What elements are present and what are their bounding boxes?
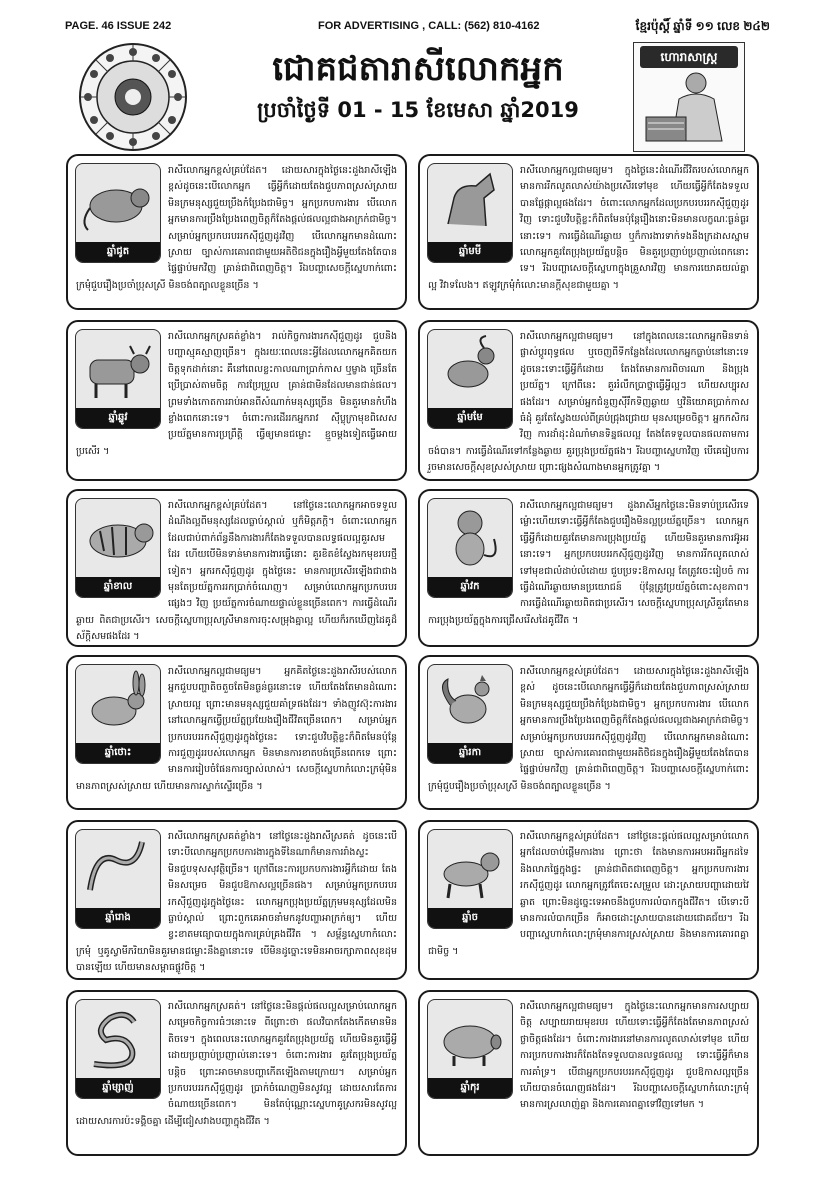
- sign-name: ឆ្នាំមមែ: [428, 408, 512, 428]
- sign-name: ឆ្នាំរកា: [428, 743, 512, 763]
- horoscope-card-pig: [418, 990, 759, 1156]
- horoscope-text: រាសីលោកអ្នកខ្ពស់គ្រប់ដែត។ នៅថ្ងៃនេះផ្តល់ផលល្អសម្រាប់លោកអ្នកដែលចាប់ផ្តើមការងារ ព្រោះថា តែងមានការអបអរពីអ្នកដទៃ និងលាភផ្ទៃក្នុងផ្ទះ គ្រាន់ជាពិតជាពេញចិត្ត។ អ្នកប្រកបការងារ រកស៊ីជួញដូរ លោកអ្នកត្រូវតែចេះសម្រួល ដោះស្រាយបញ្ហាដោយវៃឆ្លាត ព្រោះមិនដូច្នេះទេអាចនឹងជួបការលំបាកក្នុងជីវិត។ បើទោះបីមានការលំបាកច្រើន ក៏អាចដោះស្រាយបានដោយជោគជ័យ។ រីឯបញ្ហាស្នេហាកំលោះក្រមុំមានការស្រស់ស្រាយ និងមានការគោរពគ្នាជាមិច្ច ។: [428, 831, 749, 957]
- horoscope-card-ox: [66, 320, 407, 481]
- horoscope-text: រាសីលោកអ្នកល្អជាមធ្យម។ អ្នកគិតថ្ងៃនេះដួងរាសីរបស់លោកអ្នកជួបបញ្ហាតិចតួចតែមិនធ្ងន់ធ្ងរនោះទេ ហើយតែងតែមានដំណោះស្រាយល្អ ព្រោះមានមនុស្សជួយគាំទ្រផងដែរ។ ទាំងញូវស៊ុះការងារនៅលោកអ្នកធ្វើប្រយ័ត្នប្រយែងរឿងជីវិតច្រើនពេក។ សម្រាប់អ្នកប្រកបរបររកស៊ីជួញដូរក្នុងថ្ងៃនេះ ទោះជួបវិបត្តិខ្លះក៏ពិតមែនប៉ុន្តែការជួញដូររបស់លោកអ្នក មិនមានការខាតបង់ច្រើនពេកទេ ព្រោះមានការរៀបចំផែនការច្បាស់លាស់។ សេចក្តីស្នេហាកំលោះក្រមុំមិនមានភាពស្រស់ស្រាយ ហើយមានការស្ទាក់ស្ទើរច្រើន ។: [76, 666, 397, 792]
- horoscope-card-snake: [66, 990, 407, 1156]
- page-title: ជោគជតារាសីលោកអ្នក: [272, 49, 564, 89]
- horoscope-card-monkey: [418, 489, 759, 647]
- horoscope-text: រាសីលោកអ្នកល្អជាមធ្យម។ ក្នុងថ្ងៃនេះលោកអ្នកមានការសប្បាយចិត្ត សប្បាយរាយមុខរបរ ហើយទោះធ្វើអ្វីក៏តែងតែមានភាពស្រស់ថ្លាចិត្តផងដែរ។ ចំពោះការងារនៅមានការលូតលាស់ទៅមុខ ហើយការប្រកបការងារក៏តែងតែទទួលបានលទ្ធផលល្អ ទោះធ្វើអ្វីក៏មានការគាំទ្រ។ បើជាអ្នកប្រកបរបររកស៊ីជួញដូរ ជួបឱកាសល្អច្រើន ហើយបានចំណេញផងដែរ។ រីឯបញ្ហាសេចក្តីស្នេហាកំលោះក្រមុំមានការស្រលាញ់គ្នា និងការគោរពគ្នាទៅវិញទៅមក ។: [520, 1001, 749, 1111]
- sign-name: ឆ្នាំវក: [428, 577, 512, 597]
- sign-name: ឆ្នាំថោះ: [76, 743, 160, 763]
- horoscope-card-horse: [418, 154, 759, 310]
- advertising-contact: FOR ADVERTISING , CALL: (562) 810-4162: [318, 20, 540, 32]
- horoscope-text: រាសីលោកអ្នកល្អជាមធ្យម។ ដួងរាសីអ្នកថ្ងៃនេះមិនទាប់ប្រសើរទេ ម៉្លោះហើយទោះធ្វើអ្វីក៏តែងជួបរឿងមិនល្អប្រយ័ត្នច្រើន។ លោកអ្នកធ្វើអ្វីក៏ដោយគួរតែមានការប្រុងប្រយ័ត្ន ហើយមិនគួរមានការអ៊ូអរនោះទេ។ អ្នកប្រកបរបររកស៊ីជួញដូរវិញ មានការរីកលូតលាស់ទៅមុខជាលំដាប់លំដោយ ជួបប្រទះឱកាសល្អ តែត្រូវចេះរៀបចំ ការធ្វើដំណើរឆ្ងាយមានប្រយោជន៍ ប៉ុន្តែត្រូវប្រយ័ត្នចំពោះសុខភាព។ ការធ្វើដំណើរឆ្ងាយពិតជាប្រសើរ។ សេចក្តីស្នេហាប្រុសស្រីគួរតែមានការប្រុងប្រយ័ត្នក្នុងការជ្រើសរើសដៃគូជីវិត ។: [428, 500, 749, 626]
- page-subtitle: ប្រចាំថ្ងៃទី 01 - 15 ខែមេសា ឆ្នាំ2019: [257, 98, 579, 122]
- sign-name: ឆ្នាំជូត: [76, 242, 160, 262]
- horoscope-text: រាសីលោកអ្នកខ្ពស់គ្រប់ដែត។ នៅថ្ងៃនេះលោកអ្នកអាចទទួលដំណឹងល្អពីមនុស្សដែលធ្លាប់ស្គាល់ ឬក៏មិត្តភក្តិ។ ចំពោះលោកអ្នកដែលជាប់ពាក់ព័ន្ធនឹងការងារក៏តែងទទួលបានលទ្ធផលល្អគួរសមដែរ ហើយបើមិនទាន់មានការងារធ្វើនោះ គួរខិតខំស្វែងរកមុខរបរថ្មីទៀត។ អ្នករកស៊ីជួញដូរ ក្នុងថ្ងៃនេះ មានការប្រសើរឡើងជាជាងមុនតែប្រយ័ត្នការរកប្រាក់ចំណេញ។ សម្រាប់លោកអ្នកប្រកបរបរផ្សេងៗ វិញ ប្រយ័ត្នការចំណាយផ្ទាល់ខ្លួនច្រើនពេក។ ការធ្វើដំណើរឆ្ងាយ ពិតជាប្រសើរ។ សេចក្តីស្នេហាប្រុសស្រីមានការចុះសម្រុងគ្នាល្អ ហើយក៏រកឃើញដៃគូដ៏ស័ក្តិសមផងដែរ ។: [76, 500, 397, 643]
- horoscope-text: រាសីលោកអ្នកស្រគត់។ នៅថ្ងៃនេះមិនផ្តល់ផលល្អសម្រាប់លោកអ្នកសម្រេចកិច្ចការធំៗនោះទេ ពីព្រោះថា ផលវិបាកតែងកើតមានមិនតិចទេ។ ក្នុងពេលនេះលោកអ្នកគួរតែប្រុងប្រយ័ត្ន ហើយមិនគួរធ្វើអ្វីដោយប្រញាប់ប្រញាល់នោះទេ។ ចំពោះការងារ គួរតែប្រុងប្រយ័ត្នបន្តិច ព្រោះអាចមានបញ្ហាកើតឡើងតាមក្រោយ។ សម្រាប់អ្នកប្រកបរបររកស៊ីជួញដូរ ប្រាក់ចំណេញមិនសូវល្អ ដោយសារតែការចំណាយច្រើនពេក។ មិនតែប៉ុណ្ណោះស្នេហាគូស្រករមិនសូវល្អ ដោយសារការប៉ះទង្គិចគ្នា ដើម្បីជៀសវាងបញ្ហាក្នុងជីវិត ។: [76, 1001, 397, 1127]
- page-issue-label: PAGE. 46 ISSUE 242: [65, 20, 172, 32]
- horoscope-card-goat: [418, 320, 759, 481]
- logo-label: ហោរាសាស្ត្រ: [640, 46, 738, 68]
- sign-name: ឆ្នាំមមី: [428, 242, 512, 262]
- page-header: [65, 18, 770, 36]
- sign-name: ឆ្នាំខាល: [76, 577, 160, 597]
- sign-name: ឆ្នាំច: [428, 908, 512, 928]
- horoscope-card-dragon: [66, 820, 407, 980]
- horoscope-card-dog: [418, 820, 759, 980]
- horoscope-card-rat: [66, 154, 407, 310]
- sign-name: ឆ្នាំម្សាញ់: [76, 1078, 160, 1098]
- horoscope-text: រាសីលោកអ្នកខ្ពស់គ្រប់ដែត។ ដោយសារក្នុងថ្ងៃនេះដួងរាសីឡើងខ្ពស់ដូចនេះបើលោកអ្នក ធ្វើអ្វីក៏ដោយតែងជួបភាពស្រស់ស្រាយ មិនក្រមនុស្សជួយប្រឹងកំប្រែងជាមិច្ច។ អ្នកប្រកបការងារ បើលោកអ្នកមានការប្រឹងប្រែងពេញចិត្តក៏តែងផ្តល់ផលល្អជាងអាក្រក់ជាមិច្ច។ សម្រាប់អ្នកប្រកបរបររកស៊ីជួញដូរវិញ បើលោកអ្នកមានដំណោះស្រាយ ច្បាស់ការគោរពជាមួយអតិថិជនក្នុងរឿងអ្វីមួយតែងតែបានផ្ទៃផ្ទាប់មកវិញ គ្រាន់ជាពិពេញចិត្ត។ រីឯបញ្ហាសេចក្តីស្នេហាក់ពោះក្រមុំជួបរឿងប្រចាំប្រុសស្រី មិនចង់ពត្បាលខ្លួនច្រើន ។: [76, 165, 397, 291]
- astrologer-icon: [634, 69, 744, 151]
- khmer-issue-label: ខ្មែរប៉ុស្តិ៍ ឆ្នាំទី ១១ លេខ ២៤២: [635, 19, 770, 33]
- horoscope-text: រាសីលោកអ្នកស្រគត់ខ្លាំង។ នៅថ្ងៃនេះដួងរាសីស្រគត់ ដូចនេះបើទោះបីលោកអ្នកប្រកបការងារក្នុងទីនៃណាក៏មានការរាំងស្ទះមិនជួបទុសសុវត្ថិច្រើន។ ក្រៅពីនេះការប្រកបការងារអ្វីក៏ដោយ តែងមិនសម្រេច មិនជួបឱកាសល្អច្រើនផង។ សម្រាប់អ្នកប្រកបរបររកស៊ីជួញដូរក្នុងថ្ងៃនេះ លោកអ្នកប្រុងប្រយ័ត្នក្រុមមនុស្សដែលមិនធ្លាប់ស្គាល់ ព្រោះពួកគេអាចនាំមកនូវបញ្ហាអាក្រក់ឲ្យ។ ហើយខ្វះខាតមធ្យោបាយក្នុងការគ្រប់គ្រងជីវិត ។ សម្ព័ន្ធស្នេហាកំលោះក្រមុំ ឬគូស្វាមីភរិយាមិនគួរមានជម្លោះនឹងគ្នានោះទេ បើមិនដូច្នោះទេមិនអាចរក្សាភាពសុខដុមបានឡើយ ហើយមានសម្ពាធផ្លូវចិត្ត ។: [76, 831, 397, 974]
- zodiac-wheel-icon: [78, 42, 188, 152]
- sign-name: ឆ្នាំរោង: [76, 908, 160, 928]
- horoscope-card-tiger: [66, 489, 407, 647]
- sign-name: ឆ្នាំកុរ: [428, 1078, 512, 1098]
- sign-name: ឆ្នាំឆ្លូវ: [76, 408, 160, 428]
- horoscope-card-rooster: [418, 655, 759, 810]
- astrologer-logo: [633, 42, 745, 152]
- horoscope-text: រាសីលោកអ្នកខ្ពស់គ្រប់ដែត។ ដោយសារក្នុងថ្ងៃនេះដួងរាសីឡើងខ្ពស់ ដូចនេះបើលោកអ្នកធ្វើអ្វីក៏ដោយតែងជួបភាពស្រស់ស្រាយ មិនក្រមនុស្សជួយប្រឹងកំប្រែងជាមិច្ច។ អ្នកប្រកបការងារ បើលោកអ្នកមានការប្រឹងប្រែងពេញចិត្តក៏តែងផ្តល់ផលល្អជាងអាក្រក់ជាមិច្ច។ សម្រាប់អ្នកប្រកបរបររកស៊ីជួញដូរវិញ បើលោកអ្នកមានដំណោះស្រាយ ច្បាស់ការគោរពជាមួយអតិថិជនក្នុងរឿងអ្វីមួយតែងតែបានផ្ទៃផ្ទាប់មកវិញ គ្រាន់ជាពិពេញចិត្ត។ រីឯបញ្ហាសេចក្តីស្នេហាក់ពោះក្រមុំជួបរឿងប្រចាំប្រុសស្រី មិនចង់ពត្បាលខ្លួនច្រើន ។: [428, 666, 749, 792]
- horoscope-text: រាសីលោកអ្នកស្រគត់ខ្លាំង។ រាល់កិច្ចការងារកស៊ីជួញដូរ ជួបនិងបញ្ហាស្មុគស្មាញច្រើន។ ក្នុងរយៈពេលនេះអ្វីដែលលោកអ្នកគិតយកចិត្តទុកដាក់នោះ គឺនៅពេលខ្លះកាលណាប្រាក់កាស ឬម្ខាង ច្រើនតែប្រើប្រាស់តាមចិត្ត ការប្រែប្រួល គ្រាន់ជាមិនដែលមានជាន់ផល។ ព្រមទាំងកោតការរាប់អានពីសំណាក់មនុស្សច្រើន មិនគួរមានកំហឹងខ្លាំងពេកនោះទេ។ ចំពោះការដើររកអ្នករាវ ស៊ីប្លុក្រាមុខពិសេស ប្រយ័ត្នមានការប្រព្រឹត្តិ ធ្វើឲ្យមានជម្លោះ ខ្មួចម្តងទៀតធ្វើអោយប្រសើរ ។: [76, 331, 397, 457]
- horoscope-card-rabbit: [66, 655, 407, 810]
- horoscope-text: រាសីលោកអ្នកល្អជាមធ្យម។ ក្នុងថ្ងៃនេះដំណើរជីវិតរបស់លោកអ្នកមានការរីកលូតលាស់យ៉ាងប្រសើរទៅមុខ ហើយធ្វើអ្វីក៏តែងទទួលបានផ្លែផ្កាល្អផងដែរ។ ចំពោះលោកអ្នកដែលប្រកបរបររកស៊ីជួញដូរវិញ ទោះជួបវិបត្តិខ្លះក៏ពិតមែនប៉ុន្តែរឿងនោះមិនមានលក្ខណៈធ្ងន់ធ្ងរនោះទេ។ ការធ្វើដំណើរឆ្ងាយ ឬក៏ការងារទាក់ទងនឹងក្រដាសស្នាម លោកអ្នកគួរតែប្រុងប្រយ័ត្នបន្តិច មិនគួរប្រញាប់ប្រញាល់ពេកនោះទេ។ រីឯបញ្ហាសេចក្តីស្នេហាក្នុងគ្រួសារវិញ មានការយោគយល់គ្នាល្អ វិវាទលែង។ ឥឡូវក្រមុំកំលោះមានក្តីសុខជាមួយគ្នា ។: [428, 165, 749, 291]
- horoscope-text: រាសីលោកអ្នកល្អជាមធ្យម។ នៅក្នុងពេលនេះលោកអ្នកមិនទាន់ផ្លាស់ប្តូរពុទ្ធផល ឬចេញពីទីកន្លែងដែលលោកអ្នកធ្លាប់នៅនោះទេ ដូចនេះទោះធ្វើអ្វីក៏ដោយ តែងតែមានការពិចារណា និងប្រុងប្រយ័ត្ន។ ក្រៅពីនេះ គួររំលឹកប្រាថ្នាធ្វើអ្វីល្អៗ ហើយសប្បុរសផងដែរ។ សម្រាប់អ្នកជំនួញស៊ីរឹកទិញឆ្ងាយ ឬវិនិយោគប្រាក់កាសធំដុំ គួរតែស្វែងយល់ពីគ្រប់ជ្រុងជ្រោយ មុនសម្រេចចិត្ត។ អ្នកកសិករវិញ ការដាំដុះដំណាំមានទិន្នផលល្អ តែងតែទទួលបានផលតាមការចង់បាន។ ការធ្វើដំណើរទៅកន្លែងឆ្ងាយ គួរប្រុងប្រយ័ត្នផង។ រីឯបញ្ហាស្នេហាវិញ បើគេរៀបការរួចមានសេចក្តីសុខស្រស់ស្រាយ ព្រោះផ្សងសំណាងមានអ្នកត្រូវគ្នា ។: [428, 331, 749, 474]
